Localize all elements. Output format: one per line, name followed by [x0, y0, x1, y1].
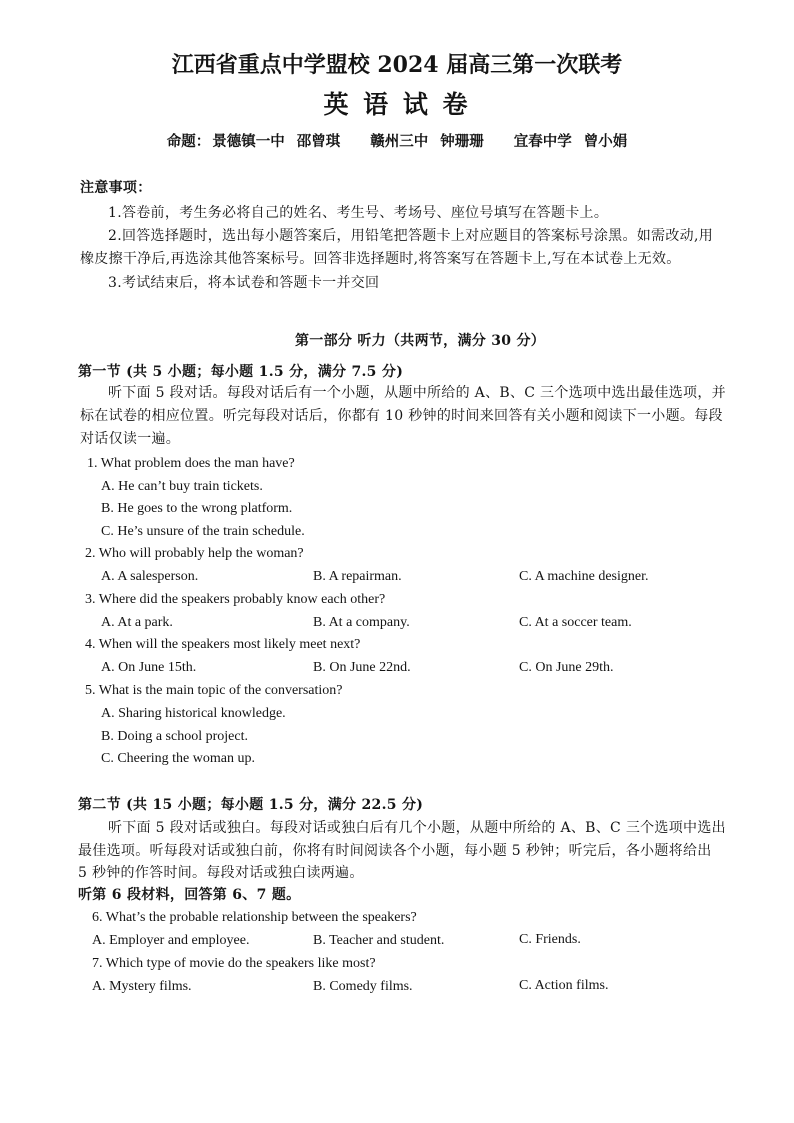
- author-school: 景德镇一中: [212, 133, 285, 150]
- instruction-line: 标在试卷的相应位置。听完每段对话后，你都有 10 秒钟的时间来回答有关小题和阅读下一小题。每段: [80, 408, 723, 424]
- notes-line: 2.回答选择题时，选出每小题答案后，用铅笔把答题卡上对应题目的答案标号涂黑。如需改动,用: [108, 228, 714, 244]
- question-option: B. He goes to the wrong platform.: [101, 501, 293, 516]
- question-option: C. Action films.: [519, 978, 609, 993]
- author-name: 钟珊珊: [440, 133, 484, 150]
- question-option: A. A salesperson.: [101, 569, 199, 584]
- question-option: B. Doing a school project.: [101, 729, 248, 744]
- question-option: C. On June 29th.: [519, 660, 614, 675]
- author-name: 曾小娟: [583, 133, 628, 150]
- question-stem: 7. Which type of movie do the speakers like most?: [92, 956, 376, 971]
- question-stem: 4. When will the speakers most likely meet next?: [85, 637, 361, 652]
- question-option: C. Friends.: [519, 932, 581, 947]
- instruction-line: 听下面 5 段对话或独白。每段对话或独白后有几个小题，从题中所给的 A、B、C 三个选项中选出: [108, 820, 726, 836]
- question-option: B. On June 22nd.: [313, 660, 411, 675]
- section-heading: 第一节 (共 5 小题；每小题 1.5 分，满分 7.5 分): [78, 364, 404, 380]
- question-stem: 1. What problem does the man have?: [87, 456, 295, 471]
- notes-line: 3.考试结束后，将本试卷和答题卡一并交回: [108, 275, 380, 291]
- exam-title: 江西省重点中学盟校 2024 届高三第一次联考: [171, 52, 623, 78]
- section-heading: 第二节 (共 15 小题；每小题 1.5 分，满分 22.5 分): [78, 797, 424, 813]
- notes-line: 1.答卷前，考生务必将自己的姓名、考生号、考场号、座位号填写在答题卡上。: [108, 205, 609, 221]
- authors-line: [0, 132, 794, 152]
- question-option: C. Cheering the woman up.: [101, 751, 255, 766]
- question-option: C. At a soccer team.: [519, 615, 632, 630]
- question-stem: 5. What is the main topic of the conversation?: [85, 683, 343, 698]
- question-stem: 3. Where did the speakers probably know each other?: [85, 592, 386, 607]
- question-option: B. At a company.: [313, 615, 410, 630]
- author-name: 邵曾琪: [296, 133, 341, 150]
- question-option: A. Sharing historical knowledge.: [101, 706, 286, 721]
- instruction-line: 听下面 5 段对话。每段对话后有一个小题，从题中所给的 A、B、C 三个选项中选出最佳选项，并: [108, 385, 726, 401]
- question-option: C. A machine designer.: [519, 569, 649, 584]
- instruction-line: 最佳选项。听每段对话或独白前，你将有时间阅读各个小题，每小题 5 秒钟；听完后，各小题将给出: [78, 843, 712, 859]
- question-option: A. On June 15th.: [101, 660, 197, 675]
- instruction-line: 对话仅读一遍。: [80, 431, 181, 447]
- material-note: 听第 6 段材料，回答第 6、7 题。: [78, 887, 301, 903]
- notes-heading: 注意事项：: [80, 180, 152, 196]
- question-option: A. Employer and employee.: [92, 933, 250, 948]
- question-stem: 6. What’s the probable relationship between the speakers?: [92, 910, 417, 925]
- author-school: 赣州三中: [370, 133, 429, 150]
- question-option: A. Mystery films.: [92, 979, 192, 994]
- question-option: B. A repairman.: [313, 569, 402, 584]
- part-heading: 第一部分 听力（共两节，满分 30 分）: [295, 333, 546, 349]
- instruction-line: 5 秒钟的作答时间。每段对话或独白读两遍。: [78, 865, 364, 881]
- question-option: B. Teacher and student.: [313, 933, 445, 948]
- author-school: 宜春中学: [513, 133, 572, 150]
- question-option: A. He can’t buy train tickets.: [101, 479, 263, 494]
- notes-line: 橡皮擦干净后,再选涂其他答案标号。回答非选择题时,将答案写在答题卡上,写在本试卷上无效。: [80, 251, 681, 267]
- question-stem: 2. Who will probably help the woman?: [85, 546, 304, 561]
- question-option: B. Comedy films.: [313, 979, 413, 994]
- question-option: C. He’s unsure of the train schedule.: [101, 524, 305, 539]
- exam-subject: 英 语 试 卷: [323, 90, 471, 119]
- question-option: A. At a park.: [101, 615, 173, 630]
- authors-label: 命题：: [166, 133, 211, 150]
